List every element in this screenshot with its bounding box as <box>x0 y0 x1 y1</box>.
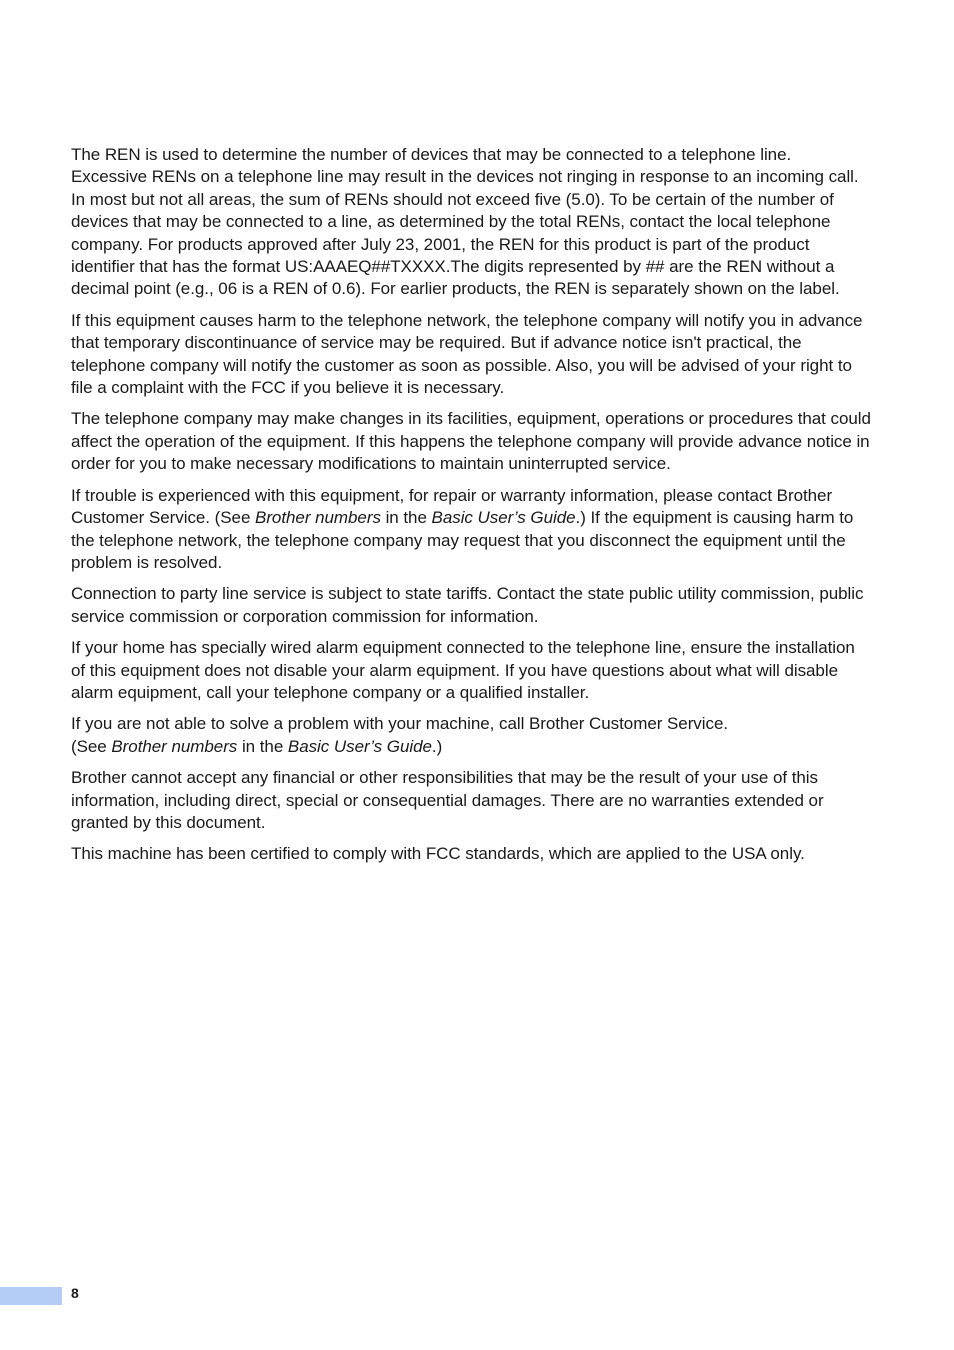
text-run: (See <box>71 736 112 756</box>
text-run: If you are not able to solve a problem with your machine, call Brother Customer Service. <box>71 714 729 734</box>
footer-accent-bar <box>0 1287 62 1305</box>
reference-basic-users-guide: Basic User’s Guide <box>431 508 576 528</box>
paragraph-customer-service <box>71 713 871 758</box>
text-run: .) If the equipment is causing harm to the telephone network, the telephone company may request that you disconnect the equipment until the problem is resolved. <box>71 508 854 572</box>
document-body <box>71 144 871 875</box>
paragraph-alarm-equipment: If your home has specially wired alarm equipment connected to the telephone line, ensure the installation of this equipment does not disable your alarm equipment. If you have questions about what will disable alarm equipment, call your telephone company or a qualified installer. <box>71 638 855 702</box>
reference-brother-numbers: Brother numbers <box>255 508 381 528</box>
reference-brother-numbers: Brother numbers <box>111 736 238 756</box>
paragraph-party-line: Connection to party line service is subject to state tariffs. Contact the state public utility commission, public service commission or corporation commission for information. <box>71 584 864 626</box>
paragraph-ren: The REN is used to determine the number of devices that may be connected to a telephone line. Excessive RENs on a telephone line may result in the devices not ringing in response to an incoming call. In most but not all areas, the sum of RENs should not exceed five (5.0). To be certain of the number of devices that may be connected to a line, as determined by the total RENs, contact the local telephone company. For products approved after July 23, 2001, the REN for this product is part of the product identifier that has the format US:AAAEQ##TXXXX.The digits represented by ## are the REN without a decimal point (e.g., 06 is a REN of 0.6). For earlier products, the REN is separately shown on the label. <box>71 145 859 299</box>
paragraph-disclaimer: Brother cannot accept any financial or other responsibilities that may be the result of your use of this information, including direct, special or consequential damages. There are no warranties extended or granted by this document. <box>71 768 824 832</box>
paragraph-network-harm: If this equipment causes harm to the telephone network, the telephone company will notify you in advance that temporary discontinuance of service may be required. But if advance notice isn't practical, the telephone company will notify the customer as soon as possible. Also, you will be advised of your right to file a complaint with the FCC if you believe it is necessary. <box>71 310 863 398</box>
page-number: 8 <box>71 1285 79 1301</box>
text-run: If trouble is experienced with this equipment, for repair or warranty information, please contact Brother Customer Service. (See <box>71 485 833 528</box>
reference-basic-users-guide: Basic User’s Guide <box>287 736 432 756</box>
text-run: .) <box>431 736 443 756</box>
text-run: in the <box>380 508 432 528</box>
paragraph-fcc-certification: This machine has been certified to comply with FCC standards, which are applied to the USA only. <box>71 844 805 864</box>
paragraph-company-changes: The telephone company may make changes in its facilities, equipment, operations or procedures that could affect the operation of the equipment. If this happens the telephone company will provide advance notice in order for you to make necessary modifications to maintain uninterrupted service. <box>71 409 871 474</box>
text-run: in the <box>237 736 288 756</box>
paragraph-trouble <box>71 485 871 575</box>
